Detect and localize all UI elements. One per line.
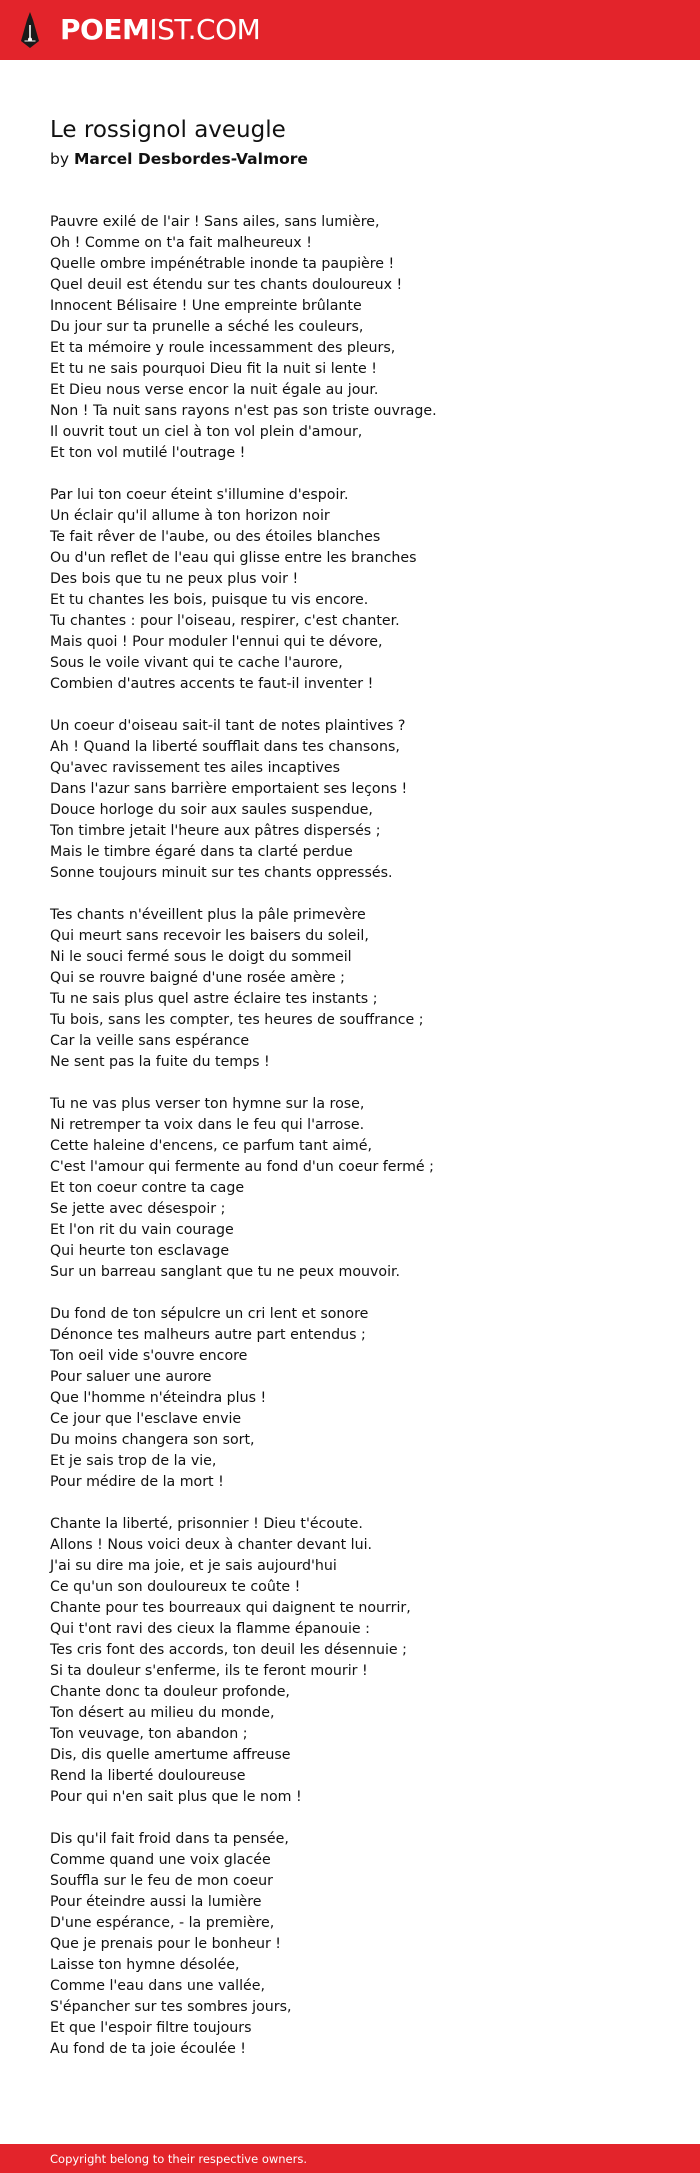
poem-line: Tu bois, sans les compter, tes heures de souffrance ; [50,1012,424,1028]
poem-line: Ton oeil vide s'ouvre encore [50,1348,248,1364]
poem-line: Oh ! Comme on t'a fait malheureux ! [50,235,312,251]
poem-stanza [50,1514,650,1808]
poem-line: Que l'homme n'éteindra plus ! [50,1390,267,1406]
poem-line: Qui heurte ton esclavage [50,1243,230,1259]
poem-line: Du moins changera son sort, [50,1432,255,1448]
poem-line: Par lui ton coeur éteint s'illumine d'espoir. [50,487,349,503]
poem-line: Chante pour tes bourreaux qui daignent te nourrir, [50,1600,411,1616]
poem-line: Du jour sur ta prunelle a séché les couleurs, [50,319,364,335]
poem-line: Et ton coeur contre ta cage [50,1180,245,1196]
poem-line: Cette haleine d'encens, ce parfum tant aimé, [50,1138,372,1154]
poem-line: Et l'on rit du vain courage [50,1222,234,1238]
site-logo[interactable] [18,11,260,49]
poem-line: Sous le voile vivant qui te cache l'aurore, [50,655,343,671]
poem-line: Au fond de ta joie écoulée ! [50,2041,246,2057]
poem-line: Un coeur d'oiseau sait-il tant de notes plaintives ? [50,718,406,734]
poem-line: S'épancher sur tes sombres jours, [50,1999,292,2015]
poem-line: Car la veille sans espérance [50,1033,250,1049]
copyright-notice: Copyright belong to their respective owners. [50,2151,308,2166]
poem-line: Dis qu'il fait froid dans ta pensée, [50,1831,289,1847]
poem-line: Mais quoi ! Pour moduler l'ennui qui te dévore, [50,634,383,650]
poem-stanza [50,716,650,884]
poem-line: D'une espérance, - la première, [50,1915,275,1931]
poem-line: Ton timbre jetait l'heure aux pâtres dispersés ; [50,823,381,839]
poem-body [50,212,650,2060]
poem-line: Tu ne vas plus verser ton hymne sur la rose, [50,1096,365,1112]
brand-wordmark [60,13,261,46]
poem-line: Comme l'eau dans une vallée, [50,1978,265,1994]
poem-line: Laisse ton hymne désolée, [50,1957,240,1973]
poem-line: Ni retremper ta voix dans le feu qui l'arrose. [50,1117,365,1133]
poem-line: Souffla sur le feu de mon coeur [50,1873,274,1889]
poem-line: Et ta mémoire y roule incessamment des pleurs, [50,340,396,356]
poem-line: Innocent Bélisaire ! Une empreinte brûlante [50,298,362,314]
site-footer [0,2144,700,2173]
poem-line: Un éclair qu'il allume à ton horizon noir [50,508,330,524]
brand-light: IST.COM [149,13,261,46]
poem-line: Et Dieu nous verse encor la nuit égale au jour. [50,382,379,398]
poem-line: Ni le souci fermé sous le doigt du sommeil [50,949,352,965]
byline-prefix: by [50,150,70,168]
poem-line: Douce horloge du soir aux saules suspendue, [50,802,373,818]
poem-line: Te fait rêver de l'aube, ou des étoiles blanches [50,529,381,545]
site-header [0,0,700,60]
poem-line: Chante donc ta douleur profonde, [50,1684,290,1700]
poem-line: Pour éteindre aussi la lumière [50,1894,262,1910]
poem-line: Si ta douleur s'enferme, ils te feront mourir ! [50,1663,368,1679]
poem-stanza [50,905,650,1073]
poem-line: Il ouvrit tout un ciel à ton vol plein d'amour, [50,424,363,440]
poem-line: Qu'avec ravissement tes ailes incaptives [50,760,341,776]
poem-line: Pour médire de la mort ! [50,1474,224,1490]
poem-line: Qui se rouvre baigné d'une rosée amère ; [50,970,345,986]
poem-title: Le rossignol aveugle [50,117,286,143]
poem-line: Qui meurt sans recevoir les baisers du soleil, [50,928,369,944]
poem-stanza [50,1094,650,1283]
poem-line: Se jette avec désespoir ; [50,1201,226,1217]
poem-line: Dans l'azur sans barrière emportaient ses leçons ! [50,781,408,797]
poem-line: C'est l'amour qui fermente au fond d'un coeur fermé ; [50,1159,434,1175]
poem-container [50,114,650,2081]
poem-line: J'ai su dire ma joie, et je sais aujourd'hui [50,1558,337,1574]
poem-stanza [50,1829,650,2060]
poem-line: Quelle ombre impénétrable inonde ta paupière ! [50,256,395,272]
poem-line: Ce qu'un son douloureux te coûte ! [50,1579,301,1595]
poem-stanza [50,1304,650,1493]
poem-line: Pauvre exilé de l'air ! Sans ailes, sans lumière, [50,214,380,230]
poem-stanza [50,212,650,464]
poem-line: Ce jour que l'esclave envie [50,1411,242,1427]
poem-line: Dénonce tes malheurs autre part entendus ; [50,1327,366,1343]
poem-line: Et que l'espoir filtre toujours [50,2020,252,2036]
poem-line: Ton veuvage, ton abandon ; [50,1726,248,1742]
pen-nib-icon [18,11,42,49]
poem-line: Comme quand une voix glacée [50,1852,271,1868]
poem-line: Rend la liberté douloureuse [50,1768,246,1784]
poem-line: Tes cris font des accords, ton deuil les désennuie ; [50,1642,407,1658]
poem-line: Chante la liberté, prisonnier ! Dieu t'écoute. [50,1516,363,1532]
brand-bold: POEM [60,13,150,46]
poem-line: Pour saluer une aurore [50,1369,212,1385]
poem-line: Pour qui n'en sait plus que le nom ! [50,1789,302,1805]
poem-line: Ton désert au milieu du monde, [50,1705,275,1721]
poem-line: Tu chantes : pour l'oiseau, respirer, c'est chanter. [50,613,400,629]
byline [50,148,650,170]
poem-line: Et ton vol mutilé l'outrage ! [50,445,246,461]
poem-line: Mais le timbre égaré dans ta clarté perdue [50,844,353,860]
poem-line: Quel deuil est étendu sur tes chants douloureux ! [50,277,403,293]
poem-stanza [50,485,650,695]
author-name: Marcel Desbordes-Valmore [73,150,308,168]
poem-line: Et tu chantes les bois, puisque tu vis encore. [50,592,369,608]
poem-line: Du fond de ton sépulcre un cri lent et sonore [50,1306,369,1322]
poem-line: Ou d'un reflet de l'eau qui glisse entre les branches [50,550,417,566]
poem-line: Qui t'ont ravi des cieux la flamme épanouie : [50,1621,370,1637]
poem-line: Ne sent pas la fuite du temps ! [50,1054,270,1070]
poem-line: Que je prenais pour le bonheur ! [50,1936,281,1952]
poem-line: Non ! Ta nuit sans rayons n'est pas son triste ouvrage. [50,403,437,419]
poem-line: Et tu ne sais pourquoi Dieu fit la nuit si lente ! [50,361,377,377]
poem-line: Ah ! Quand la liberté soufflait dans tes chansons, [50,739,400,755]
poem-line: Sonne toujours minuit sur tes chants oppressés. [50,865,393,881]
poem-line: Sur un barreau sanglant que tu ne peux mouvoir. [50,1264,401,1280]
poem-line: Et je sais trop de la vie, [50,1453,217,1469]
poem-line: Tes chants n'éveillent plus la pâle primevère [50,907,366,923]
poem-line: Des bois que tu ne peux plus voir ! [50,571,299,587]
poem-line: Combien d'autres accents te faut-il inventer ! [50,676,374,692]
poem-line: Tu ne sais plus quel astre éclaire tes instants ; [50,991,378,1007]
poem-line: Allons ! Nous voici deux à chanter devant lui. [50,1537,373,1553]
poem-line: Dis, dis quelle amertume affreuse [50,1747,291,1763]
